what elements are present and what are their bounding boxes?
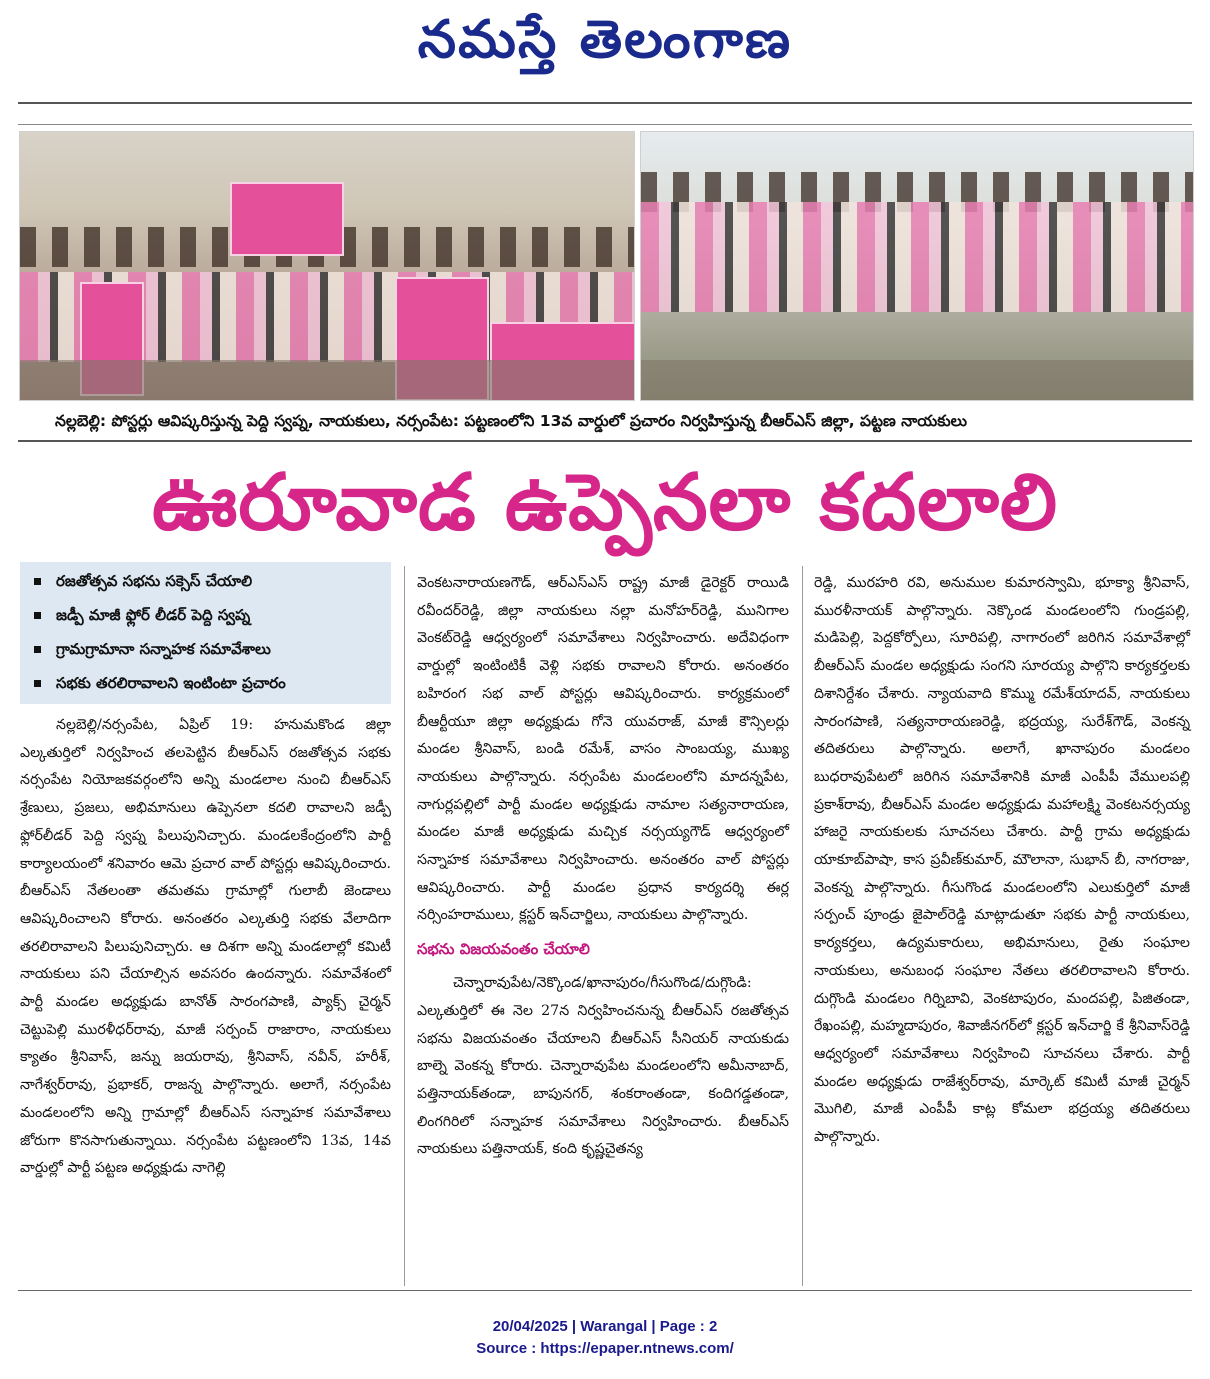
column-separator [802,566,803,1286]
newspaper-logo: నమస్తే తెలంగాణ [417,10,793,70]
article-text: చెన్నారావుపేట/నెక్కొండ/ఖానాపురం/గీసుగొండ/దుగ్గొండి: ఎల్కతుర్తిలో ఈ నెల 27న నిర్వహించనున్న బీఆర్ఎస్ రజతోత్సవ సభను విజయవంతం చేయాలని బీఆర్ఎస్ సీనియర్ నాయకుడు బాల్నె వెంకన్న కోరారు. చెన్నారావుపేట మండలంలోని అమీనాబాద్, పత్తినాయక్‌తండా, బాపునగర్, శంకరాంతండా, కందిగడ్డతండా, లింగగిరిలో సన్నాహక సమావేశాలు నిర్వహించారు. బీఆర్ఎస్ నాయకులు పత్తినాయక్, కంది కృష్ణచైతన్య [417,975,789,1158]
column-separator [404,566,405,1286]
photo-poster-unveiling [19,131,635,401]
article-text: వెంకటనారాయణగౌడ్, ఆర్ఎస్ఎస్ రాష్ట్ర మాజీ డైరెక్టర్ రాయిడి రవీందర్‌రెడ్డి, జిల్లా నాయకులు నల్లా మనోహర్‌రెడ్డి, మునిగాల వెంకట్‌రెడ్డి ఆధ్వర్యంలో సమావేశాలు నిర్వహించారు. అదేవిధంగా వార్డుల్లో ఇంటింటికీ వెళ్లి సభకు రావాలని కోరారు. అనంతరం బహిరంగ సభ వాల్ పోస్టర్లు ఆవిష్కరించారు. కార్యక్రమంలో బీఆర్టీయూ జిల్లా అధ్యక్షుడు గోనె యువరాజ్, మాజీ కౌన్సిలర్లు మండల శ్రీనివాస్, బండి రమేశ్, వాసం సాంబయ్య, ముఖ్య నాయకులు పాల్గొన్నారు. నర్సంపేట మండలంలోని మాదన్నపేట, నాగుర్లపల్లిలో పార్టీ మండల అధ్యక్షుడు నామాల సత్యనారాయణ, మండల మాజీ అధ్యక్షుడు మచ్చిక నర్సయ్యగౌడ్ ఆధ్వర్యంలో సన్నాహక సమావేశాలు నిర్వహించారు. అనంతరం వాల్ పోస్టర్లు ఆవిష్కరించారు. పార్టీ మండల ప్రధాన కార్యదర్శి ఈర్ల నర్సింహరాములు, క్లస్టర్ ఇన్‌చార్జిలు, నాయకులు పాల్గొన్నారు. [417,575,789,924]
footer-date-edition: 20/04/2025 | Warangal | Page : 2 [492,1318,718,1335]
footer-source-link[interactable]: Source : https://epaper.ntnews.com/ [476,1340,734,1357]
photo-ward-campaign [640,131,1194,401]
photo-caption: నల్లబెల్లి: పోస్టర్లు ఆవిష్కరిస్తున్న పెద్ది స్వప్న, నాయకులు, నర్సంపేట: పట్టణంలోని 13వ వార్డులో ప్రచారం నిర్వహిస్తున్న బీఆర్ఎస్ జిల్లా, పట్టణ నాయకులు [55,412,968,430]
bullet-icon [34,578,41,585]
highlight-item: రజతోత్సవ సభను సక్సెస్ చేయాలి [20,564,391,598]
masthead-rule-thin [18,124,1192,125]
bullet-icon [34,680,41,687]
highlight-item: గ్రామగ్రామానా సన్నాహక సమావేశాలు [20,632,391,666]
highlight-item: జడ్పీ మాజీ ఫ్లోర్ లీడర్ పెద్ది స్వప్న [20,598,391,632]
masthead-rule [18,102,1192,104]
headline: ఊరూవాడ ఉప్పెనలా కదలాలి [151,458,1059,548]
article-column-2 [417,570,789,1164]
caption-rule [18,440,1192,442]
highlight-item: సభకు తరలిరావాలని ఇంటింటా ప్రచారం [20,666,391,700]
bullet-icon [34,646,41,653]
article-column-3 [814,570,1190,1152]
bullet-icon [34,612,41,619]
article-column-1 [20,712,391,1183]
article-text: రెడ్డి, మురహరి రవి, అనుముల కుమారస్వామి, భూక్యా శ్రీనివాస్, మురళీనాయక్ పాల్గొన్నారు. నెక్కొండ మండలంలోని గుండ్రపల్లి, మడిపెల్లి, పెద్దకోర్పోలు, సూరిపల్లి, నాగారంలో జరిగిన సమావేశాల్లో బీఆర్ఎస్ మండల అధ్యక్షుడు సంగని సూరయ్య పాల్గొని కార్యకర్తలకు దిశానిర్దేశం చేశారు. న్యాయవాది కొమ్ము రమేశ్‌యాదవ్, నాయకులు సారంగపాణి, సత్యనారాయణరెడ్డి, భద్రయ్య, సురేశ్‌గౌడ్, వెంకన్న తదితరులు పాల్గొన్నారు. అలాగే, ఖానాపురం మండలం బుధరావుపేటలో జరిగిన సమావేశానికి మాజీ ఎంపీపీ వేములపల్లి ప్రకాశ్‌రావు, బీఆర్ఎస్ మండల అధ్యక్షుడు మహాలక్ష్మి వెంకటనర్సయ్య హాజరై నాయకులకు సూచనలు చేశారు. పార్టీ గ్రామ అధ్యక్షుడు యాకూబ్‌పాషా, కాస ప్రవీణ్‌కుమార్, మౌలానా, సుభాన్ బీ, నాగరాజు, వెంకన్న పాల్గొన్నారు. గీసుగొండ మండలంలోని ఎలుకుర్తిలో మాజీ సర్పంచ్ పూండ్రు జైపాల్‌రెడ్డి మాట్లాడుతూ సభకు పార్టీ నాయకులు, కార్యకర్తలు, ఉద్యమకారులు, అభిమానులు, రైతు సంఘాల నాయకులు, అనుబంధ సంఘాల నేతలు తరలిరావాలని కోరారు. దుగ్గొండి మండలం గిర్నిబావి, వెంకటాపురం, మందపల్లి, పిజితండా, రేఖంపల్లి, మహ్మదాపురం, శివాజీనగర్‌లో క్లస్టర్ ఇన్‌చార్జి కే శ్రీనివాస్‌రెడ్డి ఆధ్వర్యంలో సమావేశాలు నిర్వహించి సూచనలు చేశారు. పార్టీ మండల అధ్యక్షుడు రాజేశ్వర్‌రావు, మార్కెట్ కమిటీ మాజీ చైర్మన్ మొగిలి, మాజీ ఎంపీపీ కాట్ల కోమలా భద్రయ్య తదితరులు పాల్గొన్నారు. [814,575,1190,1146]
article-subheading: సభను విజయవంతం చేయాలి [417,940,590,959]
masthead [0,0,1210,100]
footer-rule [18,1290,1192,1291]
highlights-box [20,562,391,704]
article-text: నల్లబెల్లి/నర్సంపేట, ఏప్రిల్ 19: హనుమకొండ జిల్లా ఎల్కతుర్తిలో నిర్వహించ తలపెట్టిన బీఆర్ఎస్ రజతోత్సవ సభకు నర్సంపేట నియోజకవర్గంలోని అన్ని మండలాల నుంచి బీఆర్ఎస్ శ్రేణులు, ప్రజలు, అభిమానులు ఉప్పెనలా కదలి రావాలని జడ్పీ ఫ్లోర్‌లీడర్ పెద్ది స్వప్న పిలుపునిచ్చారు. మండలకేంద్రంలోని పార్టీ కార్యాలయంలో శనివారం ఆమె ప్రచార వాల్ పోస్టర్లు ఆవిష్కరించారు. బీఆర్ఎస్ నేతలంతా తమతమ గ్రామాల్లో గులాబీ జెండాలు ఆవిష్కరించాలని కోరారు. అనంతరం ఎల్కతుర్తి సభకు వేలాదిగా తరలిరావాలని పిలుపునిచ్చారు. ఆ దిశగా అన్ని మండలాల్లో కమిటీ నాయకులు పని చేయాల్సిన అవసరం ఉందన్నారు. సమావేశంలో పార్టీ మండల అధ్యక్షుడు బానోత్ సారంగపాణి, ప్యాక్స్ చైర్మన్ చెట్టుపెల్లి మురళీధర్‌రావు, మాజీ సర్పంచ్ రాజారాం, నాయకులు క్యాతం శ్రీనివాస్, జన్ను జయరావు, శ్రీనివాస్, నవీన్, హరీశ్, నాగేశ్వర్‌రావు, ప్రభాకర్, రాజన్న పాల్గొన్నారు. అలాగే, నర్సంపేట మండలంలోని అన్ని గ్రామాల్లో బీఆర్ఎస్ సన్నాహక సమావేశాలు జోరుగా కొనసాగుతున్నాయి. నర్సంపేట పట్టణంలోని 13వ, 14వ వార్డుల్లో పార్టీ పట్టణ అధ్యక్షుడు నాగెల్లి [20,717,391,1177]
